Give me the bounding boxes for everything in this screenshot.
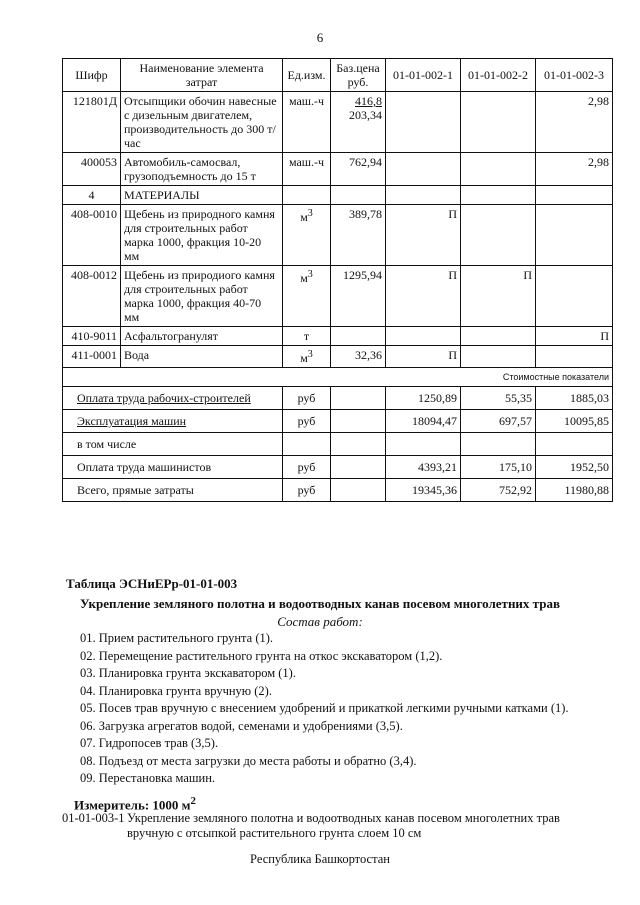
header-col-3: 01-01-002-3: [536, 59, 613, 92]
section-name: МАТЕРИАЛЫ: [121, 186, 283, 205]
summary-value-2: 175,10: [461, 456, 536, 479]
table-row: [63, 346, 613, 368]
row-value-2: [461, 153, 536, 186]
summary-value-2: [461, 433, 536, 456]
table-title: Таблица ЭСНиЕРр-01-01-003: [66, 576, 238, 591]
list-item: 04. Планировка грунта вручную (2).: [80, 683, 272, 698]
list-item: 06. Загрузка агрегатов водой, семенами и удобрениями (3,5).: [80, 718, 403, 733]
summary-value-3: 1952,50: [536, 456, 613, 479]
row-name: Асфальтогранулят: [121, 327, 283, 346]
list-item: 07. Гидропосев трав (3,5).: [80, 736, 219, 750]
row-unit: $м^3$: [283, 266, 331, 327]
list-item: 02. Перемещение растительного грунта на откос экскаватором (1,2).: [80, 648, 443, 663]
table-section-row: [63, 186, 613, 205]
row-name: Отсыпщики обочин навесные с дизельным двигателем, производительность до 300 т/час: [121, 92, 283, 153]
row-value-3: [536, 346, 613, 368]
summary-value-3: [536, 433, 613, 456]
section-code: 4: [63, 186, 121, 205]
summary-row: [63, 433, 613, 456]
summary-row: [63, 456, 613, 479]
summary-value-1: 1250,89: [386, 387, 461, 410]
table-header-row: [63, 59, 613, 92]
row-code: 410-9011: [63, 327, 121, 346]
summary-label: Эксплуатация машин: [63, 410, 283, 433]
summary-label: Всего, прямые затраты: [63, 479, 283, 502]
row-unit: маш.-ч: [283, 153, 331, 186]
row-value-3: П: [536, 327, 613, 346]
summary-unit: руб: [283, 410, 331, 433]
row-value-1: [386, 327, 461, 346]
row-price: 32,36: [331, 346, 386, 368]
row-name: Щебень из природиого камня для строительных работ марка 1000, фракция 40-70 мм: [121, 266, 283, 327]
header-code: Шифр: [63, 59, 121, 92]
row-value-2: [461, 346, 536, 368]
header-col-2: 01-01-002-2: [461, 59, 536, 92]
summary-row: [63, 410, 613, 433]
table-subtitle: Укрепление земляного полотна и водоотводных канав посевом многолетних трав: [80, 596, 560, 611]
row-code: 408-0010: [63, 205, 121, 266]
summary-value-2: 697,57: [461, 410, 536, 433]
header-name: Наименование элемента затрат: [121, 59, 283, 92]
row-price: 1295,94: [331, 266, 386, 327]
summary-value-3: 1885,03: [536, 387, 613, 410]
summary-label: в том числе: [63, 433, 283, 456]
row-name: Автомобиль-самосвал, грузоподъемность до 15 т: [121, 153, 283, 186]
table-row: [63, 266, 613, 327]
row-value-2: П: [461, 266, 536, 327]
footer-region: Республика Башкортостан: [250, 852, 390, 866]
row-code: 408-0012: [63, 266, 121, 327]
norm-item-code: 01-01-003-1: [62, 811, 125, 825]
row-value-1: [386, 92, 461, 153]
row-value-2: [461, 92, 536, 153]
row-price: [331, 92, 386, 153]
norm-item-description: Укрепление земляного полотна и водоотводных канав посевом многолетних трав вручную с отсыпкой растительного грунта слоем 10 см: [127, 811, 560, 840]
row-value-1: П: [386, 205, 461, 266]
table-row: [63, 153, 613, 186]
row-price-main: 416,8: [355, 94, 382, 108]
summary-unit: руб: [283, 479, 331, 502]
header-price: Баз.цена руб.: [331, 59, 386, 92]
summary-value-1: [386, 433, 461, 456]
summary-unit: руб: [283, 387, 331, 410]
summary-value-3: 11980,88: [536, 479, 613, 502]
row-value-3: [536, 266, 613, 327]
resource-table: [62, 58, 613, 502]
summary-label: Оплата труда машинистов: [63, 456, 283, 479]
measure-unit: Измеритель: 1000 $м^2$: [74, 795, 196, 813]
header-col-1: 01-01-002-1: [386, 59, 461, 92]
row-code: 400053: [63, 153, 121, 186]
summary-value-1: 18094,47: [386, 410, 461, 433]
table-row: [63, 205, 613, 266]
summary-label: Оплата труда рабочих-строителей: [63, 387, 283, 410]
row-price: 762,94: [331, 153, 386, 186]
row-name: Вода: [121, 346, 283, 368]
row-code: 411-0001: [63, 346, 121, 368]
list-item: 08. Подъезд от места загрузки до места работы и обратно (3,4).: [80, 753, 417, 768]
row-value-3: 2,98: [536, 92, 613, 153]
summary-unit: [283, 433, 331, 456]
works-list: [80, 630, 620, 788]
summary-value-1: 4393,21: [386, 456, 461, 479]
list-item: 09. Перестановка машин.: [80, 771, 216, 785]
list-item: 05. Посев трав вручную с внесением удобрений и прикаткой легкими ручными катками (1).: [80, 701, 569, 715]
summary-row: [63, 479, 613, 502]
row-price: 389,78: [331, 205, 386, 266]
row-price-second: 203,34: [349, 108, 382, 122]
row-value-3: 2,98: [536, 153, 613, 186]
page-number: 6: [316, 30, 324, 45]
summary-value-3: 10095,85: [536, 410, 613, 433]
table-row: [63, 327, 613, 346]
row-value-2: [461, 327, 536, 346]
row-value-2: [461, 205, 536, 266]
row-value-1: [386, 153, 461, 186]
row-value-1: П: [386, 266, 461, 327]
row-unit: $м^3$: [283, 205, 331, 266]
summary-value-2: 55,35: [461, 387, 536, 410]
row-value-1: П: [386, 346, 461, 368]
composition-label: Состав работ:: [277, 614, 363, 629]
row-unit: $м^3$: [283, 346, 331, 368]
list-item: 01. Прием растительного грунта (1).: [80, 631, 274, 645]
summary-row: [63, 387, 613, 410]
summary-unit: руб: [283, 456, 331, 479]
row-unit: т: [283, 327, 331, 346]
cost-caption: Стоимостные показатели: [63, 368, 613, 387]
row-value-3: [536, 205, 613, 266]
summary-value-1: 19345,36: [386, 479, 461, 502]
cost-caption-row: [63, 368, 613, 387]
list-item: 03. Планировка грунта экскаватором (1).: [80, 666, 296, 680]
row-name: Щебень из природного камня для строительных работ марка 1000, фракция 10-20 мм: [121, 205, 283, 266]
row-code: 121801Д: [63, 92, 121, 153]
header-unit: Ед.изм.: [283, 59, 331, 92]
summary-value-2: 752,92: [461, 479, 536, 502]
row-price: [331, 327, 386, 346]
row-unit: маш.-ч: [283, 92, 331, 153]
table-row: [63, 92, 613, 153]
